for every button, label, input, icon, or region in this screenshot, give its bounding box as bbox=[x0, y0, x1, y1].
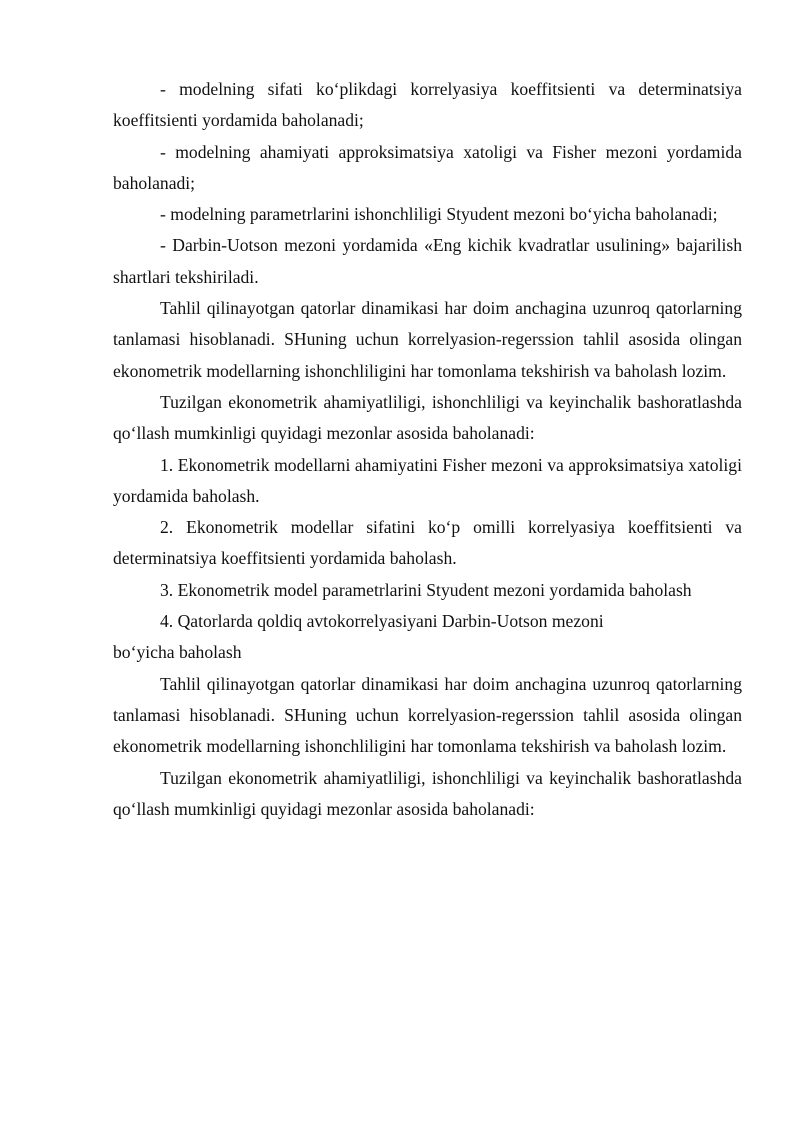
numbered-item-1: 1. Ekonometrik modellarni ahamiyatini Fisher mezoni va approksimatsiya xatoligi yordamida baholash. bbox=[113, 454, 742, 506]
paragraph-evaluation-intro: Tuzilgan ekonometrik ahamiyatliligi, ishonchliligi va keyinchalik bashoratlashda qo‘llash mumkinligi quyidagi mezonlar asosida baholanadi: bbox=[113, 391, 742, 444]
numbered-item-3: 3. Ekonometrik model parametrlarini Styudent mezoni yordamida baholash bbox=[160, 579, 692, 600]
criteria-parameters-item: - modelning parametrlarini ishonchliligi Styudent mezoni bo‘yicha baholanadi; bbox=[160, 204, 718, 225]
criteria-durbin-watson-item: - Darbin-Uotson mezoni yordamida «Eng kichik kvadratlar usulining» bajarilish shartlari tekshiriladi. bbox=[113, 235, 742, 287]
criteria-significance-item: - modelning ahamiyati approksimatsiya xatoligi va Fisher mezoni yordamida baholanadi; bbox=[113, 141, 742, 193]
paragraph-dynamics: Tahlil qilinayotgan qatorlar dinamikasi har doim anchagina uzunroq qatorlarning tanlamasi hisoblanadi. SHuning uchun korrelyasion-regerssion tahlil asosida olingan ekonometrik modellarning ishonchliligini har tomonlama tekshirish va baholash lozim. bbox=[113, 298, 742, 381]
numbered-item-4-continuation: bo‘yicha baholash bbox=[113, 642, 242, 663]
numbered-item-4 bbox=[113, 606, 742, 669]
paragraph-dynamics-repeat: Tahlil qilinayotgan qatorlar dinamikasi har doim anchagina uzunroq qatorlarning tanlamasi hisoblanadi. SHuning uchun korrelyasion-regerssion tahlil asosida olingan ekonometrik modellarning ishonchliligini har tomonlama tekshirish va baholash lozim. bbox=[113, 673, 742, 757]
paragraph-evaluation-intro-repeat: Tuzilgan ekonometrik ahamiyatliligi, ishonchliligi va keyinchalik bashoratlashda qo‘llash mumkinligi quyidagi mezonlar asosida baholanadi: bbox=[113, 767, 742, 819]
numbered-item-2: 2. Ekonometrik modellar sifatini ko‘p omilli korrelyasiya koeffitsienti va determinatsiya koeffitsienti yordamida baholash. bbox=[113, 517, 742, 569]
criteria-quality-item: - modelning sifati ko‘plikdagi korrelyasiya koeffitsienti va determinatsiya koeffitsienti yordamida baholanadi; bbox=[113, 79, 742, 131]
numbered-item-4-text: 4. Qatorlarda qoldiq avtokorrelyasiyani Darbin-Uotson mezoni bbox=[160, 611, 604, 632]
document-page bbox=[113, 74, 742, 825]
